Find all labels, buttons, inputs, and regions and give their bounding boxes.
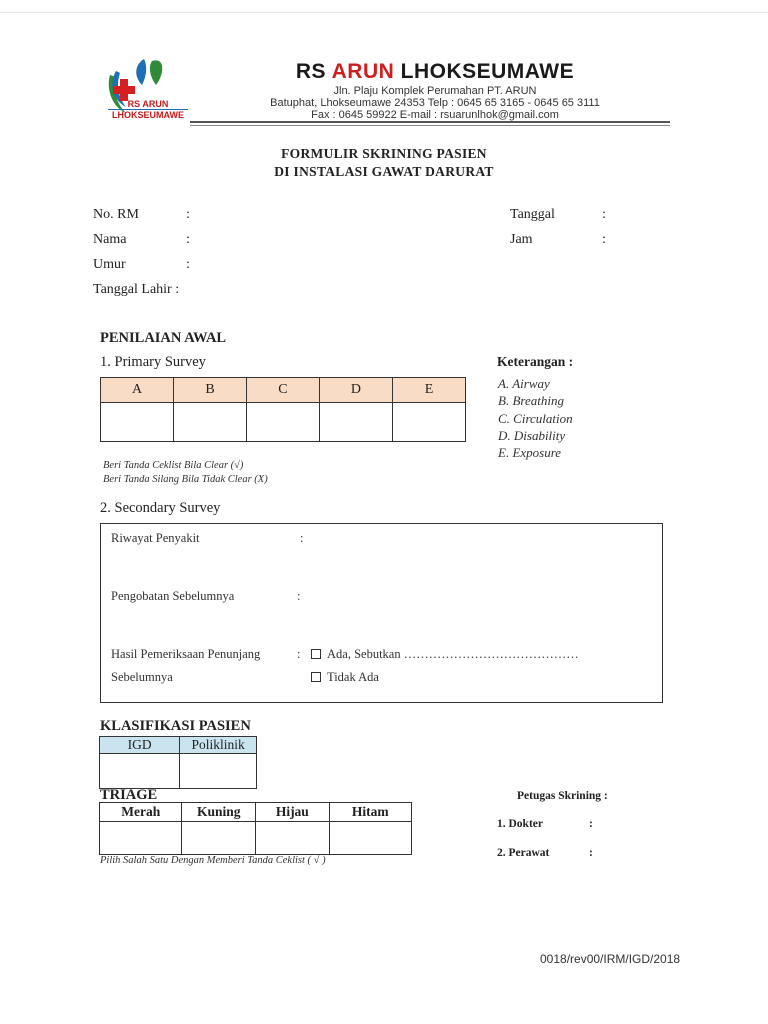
keterangan-list bbox=[498, 375, 573, 461]
hospital-name-prefix: RS bbox=[295, 60, 332, 83]
triage-col-kuning: Kuning bbox=[182, 803, 256, 822]
primary-col-e: E bbox=[392, 378, 465, 403]
primary-note-clear: Beri Tanda Ceklist Bila Clear (√) bbox=[103, 460, 244, 471]
primary-col-b: B bbox=[174, 378, 247, 403]
primary-survey-table bbox=[100, 377, 466, 442]
petugas-perawat-label: 2. Perawat bbox=[497, 847, 550, 859]
klasifikasi-header-row bbox=[100, 737, 257, 754]
triage-cell-merah[interactable] bbox=[100, 822, 182, 855]
field-nama-label: Nama bbox=[93, 232, 127, 247]
triage-entry-row bbox=[100, 822, 412, 855]
klasifikasi-table bbox=[99, 736, 257, 789]
primary-note-not-clear: Beri Tanda Silang Bila Tidak Clear (X) bbox=[103, 474, 268, 485]
address-line-1: Jln. Plaju Komplek Perumahan PT. ARUN bbox=[333, 85, 537, 97]
checkbox-tidak-ada[interactable] bbox=[311, 672, 321, 682]
triage-cell-hitam[interactable] bbox=[329, 822, 411, 855]
field-jam-colon: : bbox=[602, 232, 606, 247]
keterangan-exposure: E. Exposure bbox=[498, 445, 562, 461]
triage-cell-kuning[interactable] bbox=[182, 822, 256, 855]
penilaian-awal-heading: PENILAIAN AWAL bbox=[100, 330, 227, 346]
option-tidak-ada-label: Tidak Ada bbox=[327, 670, 379, 684]
triage-col-merah: Merah bbox=[100, 803, 182, 822]
riwayat-penyakit-label: Riwayat Penyakit bbox=[111, 531, 200, 545]
primary-col-c: C bbox=[246, 378, 319, 403]
klasifikasi-cell-igd[interactable] bbox=[100, 754, 180, 789]
klasifikasi-entry-row bbox=[100, 754, 257, 789]
hospital-name-red: ARUN bbox=[331, 60, 395, 83]
hasil-pemeriksaan-colon: : bbox=[297, 647, 301, 661]
riwayat-penyakit-colon: : bbox=[300, 531, 304, 545]
keterangan-airway: A. Airway bbox=[498, 376, 550, 391]
logo-text-line1: RS ARUN bbox=[127, 99, 169, 109]
primary-cell-e[interactable] bbox=[392, 403, 465, 442]
field-tanggal-label: Tanggal bbox=[510, 207, 555, 222]
field-no-rm-colon: : bbox=[186, 207, 190, 222]
secondary-survey-heading: 2. Secondary Survey bbox=[100, 500, 221, 516]
primary-cell-a[interactable] bbox=[101, 403, 174, 442]
primary-cell-c[interactable] bbox=[246, 403, 319, 442]
address-line-3: Fax : 0645 59922 E-mail : rsuarunlhok@gmail.com bbox=[311, 109, 559, 121]
petugas-perawat-colon: : bbox=[589, 847, 593, 859]
hospital-name bbox=[205, 60, 665, 84]
klasifikasi-col-igd: IGD bbox=[100, 737, 180, 754]
triage-col-hijau: Hijau bbox=[256, 803, 329, 822]
triage-header-row bbox=[100, 803, 412, 822]
petugas-dokter-label: 1. Dokter bbox=[497, 818, 543, 830]
hasil-pemeriksaan-label-2: Sebelumnya bbox=[111, 670, 173, 684]
hospital-name-suffix: LHOKSEUMAWE bbox=[394, 60, 575, 83]
secondary-survey-box bbox=[100, 523, 663, 703]
header-divider-thin bbox=[190, 125, 670, 126]
field-nama-colon: : bbox=[186, 232, 190, 247]
hospital-logo bbox=[104, 55, 188, 127]
field-tanggal-colon: : bbox=[602, 207, 606, 222]
keterangan-heading: Keterangan : bbox=[497, 354, 574, 369]
primary-survey-heading: 1. Primary Survey bbox=[100, 354, 206, 370]
keterangan-breathing: B. Breathing bbox=[498, 393, 564, 409]
triage-note: Pilih Salah Satu Dengan Memberi Tanda Ceklist ( √ ) bbox=[100, 855, 326, 866]
form-title-line2: DI INSTALASI GAWAT DARURAT bbox=[274, 164, 494, 179]
hasil-pemeriksaan-label: Hasil Pemeriksaan Penunjang bbox=[111, 647, 261, 661]
primary-cell-d[interactable] bbox=[319, 403, 392, 442]
form-code: 0018/rev00/IRM/IGD/2018 bbox=[540, 952, 681, 966]
pengobatan-label: Pengobatan Sebelumnya bbox=[111, 589, 235, 603]
primary-col-a: A bbox=[101, 378, 174, 403]
field-jam-label: Jam bbox=[510, 232, 533, 247]
field-umur-label: Umur bbox=[93, 257, 126, 272]
petugas-heading: Petugas Skrining : bbox=[517, 790, 608, 802]
form-title-line1: FORMULIR SKRINING PASIEN bbox=[281, 146, 487, 161]
field-umur-colon: : bbox=[186, 257, 190, 272]
petugas-dokter-colon: : bbox=[589, 818, 593, 830]
checkbox-ada[interactable] bbox=[311, 649, 321, 659]
klasifikasi-heading: KLASIFIKASI PASIEN bbox=[100, 718, 251, 734]
klasifikasi-col-poliklinik: Poliklinik bbox=[180, 737, 257, 754]
triage-col-hitam: Hitam bbox=[329, 803, 411, 822]
logo-text bbox=[108, 99, 188, 120]
top-border-line bbox=[0, 12, 768, 13]
keterangan-disability: D. Disability bbox=[498, 427, 566, 443]
option-ada[interactable] bbox=[311, 647, 579, 662]
keterangan-circulation: C. Circulation bbox=[498, 410, 573, 426]
pengobatan-colon: : bbox=[297, 589, 301, 603]
field-tanggal-lahir-label: Tanggal Lahir : bbox=[93, 282, 180, 297]
header-divider bbox=[190, 121, 670, 123]
option-ada-label: Ada, Sebutkan …………………………………… bbox=[327, 647, 579, 661]
logo-text-line2: LHOKSEUMAWE bbox=[108, 109, 188, 120]
primary-cell-b[interactable] bbox=[174, 403, 247, 442]
triage-cell-hijau[interactable] bbox=[256, 822, 329, 855]
primary-survey-header-row bbox=[101, 378, 466, 403]
address-line-2: Batuphat, Lhokseumawe 24353 Telp : 0645 65 3165 - 0645 65 3111 bbox=[270, 97, 600, 109]
triage-heading: TRIAGE bbox=[100, 787, 158, 803]
primary-survey-entry-row bbox=[101, 403, 466, 442]
triage-table bbox=[99, 802, 412, 855]
klasifikasi-cell-poliklinik[interactable] bbox=[180, 754, 257, 789]
option-tidak-ada[interactable] bbox=[311, 670, 379, 685]
primary-col-d: D bbox=[319, 378, 392, 403]
field-no-rm-label: No. RM bbox=[93, 207, 139, 222]
